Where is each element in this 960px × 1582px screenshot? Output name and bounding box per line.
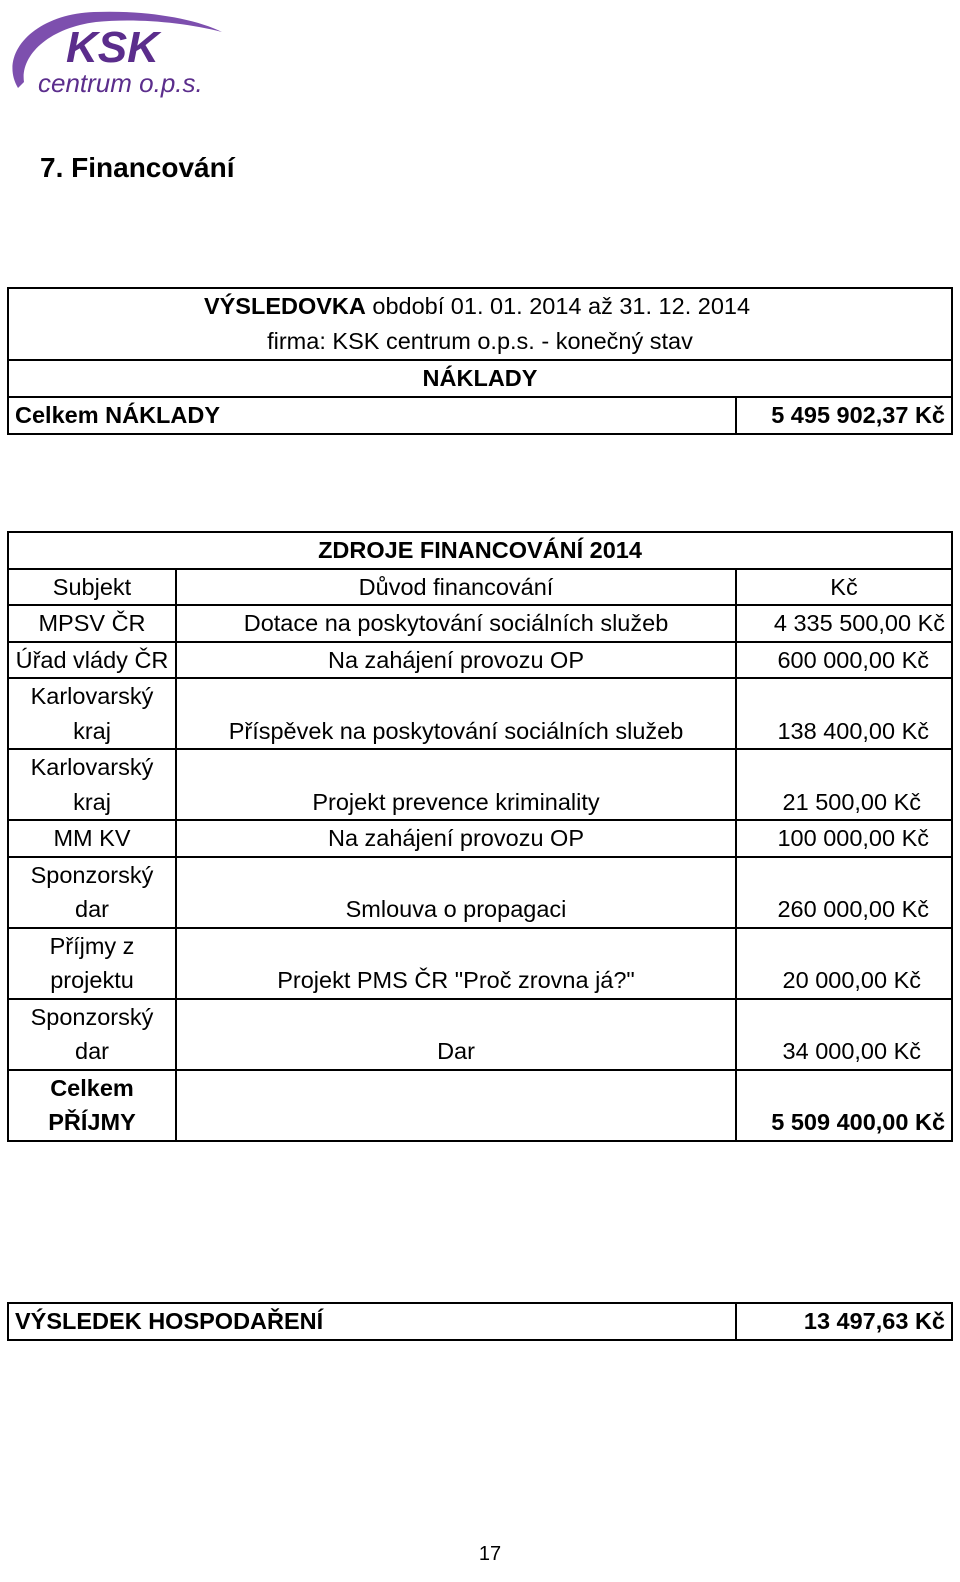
row-castka: 20 000,00 Kč bbox=[736, 928, 952, 999]
row-duvod: Projekt PMS ČR "Proč zrovna já?" bbox=[176, 928, 736, 999]
row-subjekt: Karlovarský kraj bbox=[8, 678, 176, 749]
table-row bbox=[8, 857, 952, 928]
naklady-heading: NÁKLADY bbox=[8, 360, 952, 397]
table-row bbox=[8, 678, 952, 749]
row-duvod: Na zahájení provozu OP bbox=[176, 642, 736, 679]
vysledek-value: 13 497,63 Kč bbox=[736, 1303, 952, 1340]
prijmy-total-label: Celkem PŘÍJMY bbox=[8, 1070, 176, 1141]
zdroje-title-row bbox=[8, 532, 952, 569]
table-row bbox=[8, 642, 952, 679]
vysledovka-table bbox=[7, 287, 953, 435]
row-subjekt: Karlovarský kraj bbox=[8, 749, 176, 820]
prijmy-total-row bbox=[8, 1070, 952, 1141]
row-castka: 34 000,00 Kč bbox=[736, 999, 952, 1070]
row-subjekt: Sponzorský dar bbox=[8, 857, 176, 928]
page-number: 17 bbox=[478, 1543, 502, 1565]
table-row bbox=[8, 999, 952, 1070]
row-duvod: Příspěvek na poskytování sociálních služeb bbox=[176, 678, 736, 749]
zdroje-financovani-table bbox=[7, 531, 953, 1142]
vysledovka-title-cell bbox=[8, 288, 952, 324]
naklady-heading-row bbox=[8, 360, 952, 397]
row-castka: 100 000,00 Kč bbox=[736, 820, 952, 857]
row-duvod: Smlouva o propagaci bbox=[176, 857, 736, 928]
row-duvod: Projekt prevence kriminality bbox=[176, 749, 736, 820]
row-castka: 4 335 500,00 Kč bbox=[736, 605, 952, 642]
row-subjekt: Úřad vlády ČR bbox=[8, 642, 176, 679]
logo-ksk-text: KSK bbox=[66, 23, 159, 72]
table-row bbox=[8, 749, 952, 820]
naklady-total-value: 5 495 902,37 Kč bbox=[736, 397, 952, 434]
row-subjekt: MPSV ČR bbox=[8, 605, 176, 642]
header-castka: Kč bbox=[736, 569, 952, 606]
naklady-total-label: Celkem NÁKLADY bbox=[8, 397, 736, 434]
vysledek-table bbox=[7, 1302, 953, 1341]
header-subjekt: Subjekt bbox=[8, 569, 176, 606]
row-subjekt: MM KV bbox=[8, 820, 176, 857]
table-row bbox=[8, 605, 952, 642]
naklady-total-row bbox=[8, 397, 952, 434]
zdroje-header-row bbox=[8, 569, 952, 606]
prijmy-total-empty bbox=[176, 1070, 736, 1141]
vysledovka-title-bold: VÝSLEDOVKA bbox=[203, 293, 366, 319]
vysledek-row bbox=[8, 1303, 952, 1340]
vysledovka-firma-row bbox=[8, 324, 952, 360]
vysledovka-period: období 01. 01. 2014 až 31. 12. 2014 bbox=[365, 293, 751, 319]
table-row bbox=[8, 820, 952, 857]
header-duvod: Důvod financování bbox=[176, 569, 736, 606]
table-row bbox=[8, 928, 952, 999]
row-castka: 260 000,00 Kč bbox=[736, 857, 952, 928]
logo-subtitle-text: centrum o.p.s. bbox=[38, 68, 203, 98]
vysledek-label: VÝSLEDEK HOSPODAŘENÍ bbox=[8, 1303, 736, 1340]
row-duvod: Dar bbox=[176, 999, 736, 1070]
vysledovka-firma: firma: KSK centrum o.p.s. - konečný stav bbox=[8, 324, 952, 360]
row-duvod: Na zahájení provozu OP bbox=[176, 820, 736, 857]
ksk-centrum-logo bbox=[4, 4, 226, 100]
zdroje-title: ZDROJE FINANCOVÁNÍ 2014 bbox=[8, 532, 952, 569]
row-subjekt: Příjmy z projektu bbox=[8, 928, 176, 999]
row-duvod: Dotace na poskytování sociálních služeb bbox=[176, 605, 736, 642]
row-subjekt: Sponzorský dar bbox=[8, 999, 176, 1070]
prijmy-total-value: 5 509 400,00 Kč bbox=[736, 1070, 952, 1141]
section-heading: 7. Financování bbox=[40, 152, 235, 183]
row-castka: 138 400,00 Kč bbox=[736, 678, 952, 749]
row-castka: 21 500,00 Kč bbox=[736, 749, 952, 820]
vysledovka-title-row bbox=[8, 288, 952, 324]
row-castka: 600 000,00 Kč bbox=[736, 642, 952, 679]
